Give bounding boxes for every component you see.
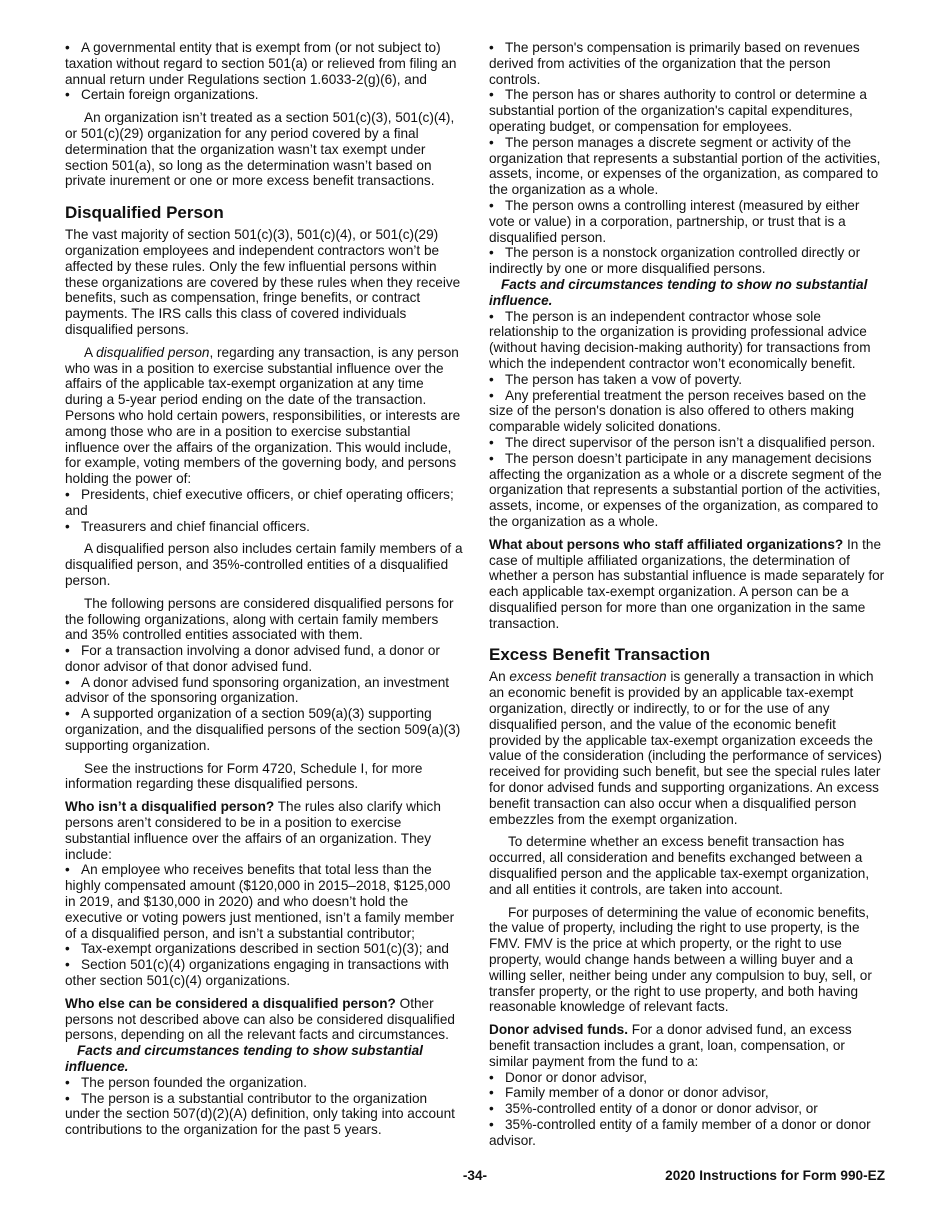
paragraph-affiliated: What about persons who staff affiliated organizations? In the case of multiple affiliated organizations, the determination of whether a person has substantial influence is made separately for each applicable tax-exempt organization. A person can be a disqualified person for more than one organization in the same transaction.: [489, 536, 885, 631]
lead-who-isnt: Who isn’t a disqualified person?: [65, 799, 275, 815]
paragraph-vast-majority: The vast majority of section 501(c)(3), 501(c)(4), or 501(c)(29) organization employees and independent contractors won’t be affected by these rules. Only the few influential persons within these organizations are covered by these rules when they receive benefits, such as compensation, fringe benefits, or contract payments. The IRS calls this class of covered individuals disqualified persons.: [65, 227, 461, 337]
subheading-no-substantial-influence: Facts and circumstances tending to show no substantial influence.: [489, 276, 868, 308]
lead-donor-advised: Donor advised funds.: [489, 1022, 628, 1038]
bullet-presidents: • Presidents, chief executive officers, or chief operating officers; and: [65, 487, 463, 519]
bullet-preferential-treatment: • Any preferential treatment the person receives based on the size of the person's donation is also offered to others making comparable widely solicited donations.: [489, 388, 885, 435]
paragraph-donor-advised: Donor advised funds. For a donor advised fund, an excess benefit transaction includes a grant, loan, compensation, or similar payment from the fund to a:: [489, 1022, 852, 1069]
subheading-substantial-influence: Facts and circumstances tending to show substantial influence.: [65, 1043, 423, 1075]
bullet-founded: • The person founded the organization.: [65, 1075, 463, 1091]
bullet-supported-organization: • A supported organization of a section 509(a)(3) supporting organization, and the disqualified persons of the section 509(a)(3) supporting organization.: [65, 706, 463, 753]
bullet-substantial-contributor: • The person is a substantial contributor to the organization under the section 507(d)(2)(A) definition, only taking into account contributions to the organization for the past 5 years.: [65, 1091, 463, 1138]
bullet-donor-advised-fund: • For a transaction involving a donor advised fund, a donor or donor advisor of that donor advised fund.: [65, 643, 463, 675]
bullet-independent-contractor: • The person is an independent contractor whose sole relationship to the organization is providing professional advice (without having decision-making authority) for transactions from which the independent contractor won’t economically benefit.: [489, 309, 885, 372]
paragraph-family-members: A disqualified person also includes certain family members of a disqualified person, and 35%-controlled entities of a disqualified person.: [65, 541, 463, 588]
bullet-controlled-entity-family: • 35%-controlled entity of a family member of a donor or donor advisor.: [489, 1117, 885, 1149]
paragraph-who-else: Who else can be considered a disqualified person? Other persons not described above can also be considered disqualified persons, depending on all the relevant facts and circumstances.: [65, 995, 455, 1043]
paragraph-determine-ebt: To determine whether an excess benefit transaction has occurred, all consideration and benefits exchanged between a disqualified person and the applicable tax-exempt organization, and all entities it controls, are taken into account.: [489, 834, 870, 897]
paragraph-fmv: For purposes of determining the value of economic benefits, the value of property, including the right to use property, is the FMV. FMV is the price at which property, or the right to use property, would change hands between a willing buyer and a willing seller, neither being under any compulsion to buy, sell, or transfer property, or the right to use property, and both having reasonable knowledge of relevant facts.: [489, 904, 872, 1015]
bullet-discrete-segment: • The person manages a discrete segment or activity of the organization that represents a substantial portion of the activities, assets, income, or expenses of the organization, as compared to the organization as a whole.: [489, 135, 885, 198]
lead-affiliated: What about persons who staff affiliated organizations?: [489, 536, 844, 552]
bullet-tax-exempt: • Tax-exempt organizations described in section 501(c)(3); and: [65, 941, 463, 957]
bullet-family-member: • Family member of a donor or donor advisor,: [489, 1085, 885, 1101]
bullet-direct-supervisor: • The direct supervisor of the person isn’t a disqualified person.: [489, 435, 885, 451]
bullet-nonstock: • The person is a nonstock organization controlled directly or indirectly by one or more disqualified persons.: [489, 245, 885, 277]
heading-excess-benefit: Excess Benefit Transaction: [489, 645, 711, 665]
bullet-vow-of-poverty: • The person has taken a vow of poverty.: [489, 372, 885, 388]
paragraph-ebt-definition: An excess benefit transaction is generally a transaction in which an economic benefit is provided by an applicable tax-exempt organization, directly or indirectly, to or for the use of any disqualified person, and the value of the economic benefit provided by the applicable tax-exempt organization exceeds the value of the consideration (including the performance of services) received for providing such benefit, but see the special rules later for donor advised funds and supporting organizations. An excess benefit transaction can also occur when a disqualified person embezzles from the exempt organization.: [489, 669, 882, 827]
bullet-foreign-organizations: • Certain foreign organizations.: [65, 87, 463, 103]
paragraph-following-persons: The following persons are considered disqualified persons for the following organizations, along with certain family members and 35% controlled entities associated with them.: [65, 595, 454, 643]
bullet-authority: • The person has or shares authority to control or determine a substantial portion of the organization's capital expenditures, operating budget, or compensation for employees.: [489, 87, 885, 134]
bullet-management-decisions: • The person doesn’t participate in any management decisions affecting the organization as a whole or a discrete segment of the organization that represents a substantial portion of the activities, assets, income, or expenses of the organization, as compared to the organization as a whole.: [489, 451, 885, 530]
page-number: -34-: [462, 1168, 488, 1183]
bullet-controlling-interest: • The person owns a controlling interest (measured by either vote or value) in a corporation, partnership, or trust that is a disqualified person.: [489, 198, 885, 245]
bullet-section-501c4: • Section 501(c)(4) organizations engaging in transactions with other section 501(c)(4) organizations.: [65, 957, 463, 989]
form-title: 2020 Instructions for Form 990-EZ: [665, 1168, 885, 1183]
bullet-treasurers: • Treasurers and chief financial officers.: [65, 519, 463, 535]
paragraph-form-4720: See the instructions for Form 4720, Schedule I, for more information regarding these disqualified persons.: [65, 760, 423, 792]
bullet-employee: • An employee who receives benefits that total less than the highly compensated amount ($120,000 in 2015–2018, $125,000 in 2019, and $130,000 in 2020) and who doesn’t hold the executive or voting powers just mentioned, isn’t a family member of a disqualified person, and isn’t a substantial contributor;: [65, 862, 463, 941]
right-column: [489, 40, 885, 1149]
bullet-donor: • Donor or donor advisor,: [489, 1070, 885, 1086]
left-column: [65, 40, 463, 1138]
bullet-sponsoring-organization: • A donor advised fund sponsoring organization, an investment advisor of the sponsoring organization.: [65, 675, 463, 707]
lead-who-else: Who else can be considered a disqualified person?: [65, 995, 396, 1011]
bullet-compensation-revenues: • The person's compensation is primarily based on revenues derived from activities of the organization that the person controls.: [489, 40, 885, 87]
bullet-controlled-entity-donor: • 35%-controlled entity of a donor or donor advisor, or: [489, 1101, 885, 1117]
paragraph-who-isnt: Who isn’t a disqualified person? The rules also clarify which persons aren’t considered to be in a position to exercise substantial influence over the affairs of an organization. They include:: [65, 799, 441, 862]
paragraph-final-determination: An organization isn’t treated as a section 501(c)(3), 501(c)(4), or 501(c)(29) organization for any period covered by a final determination that the organization wasn’t tax exempt under section 501(a), so long as the determination wasn’t based on private inurement or one or more excess benefit transactions.: [65, 110, 455, 189]
bullet-governmental-entity: • A governmental entity that is exempt from (or not subject to) taxation without regard to section 501(a) or relieved from filing an annual return under Regulations section 1.6033-2(g)(6), and: [65, 40, 463, 87]
heading-disqualified-person: Disqualified Person: [65, 203, 224, 223]
paragraph-disqualified-definition: A disqualified person, regarding any transaction, is any person who was in a position to exercise substantial influence over the affairs of the applicable tax-exempt organization at any time during a 5-year period ending on the date of the transaction. Persons who hold certain powers, responsibilities, or interests are among those who are in a position to exercise substantial influence over the affairs of the organization. This would include, for example, voting members of the governing body, and persons holding the power of:: [65, 344, 461, 487]
